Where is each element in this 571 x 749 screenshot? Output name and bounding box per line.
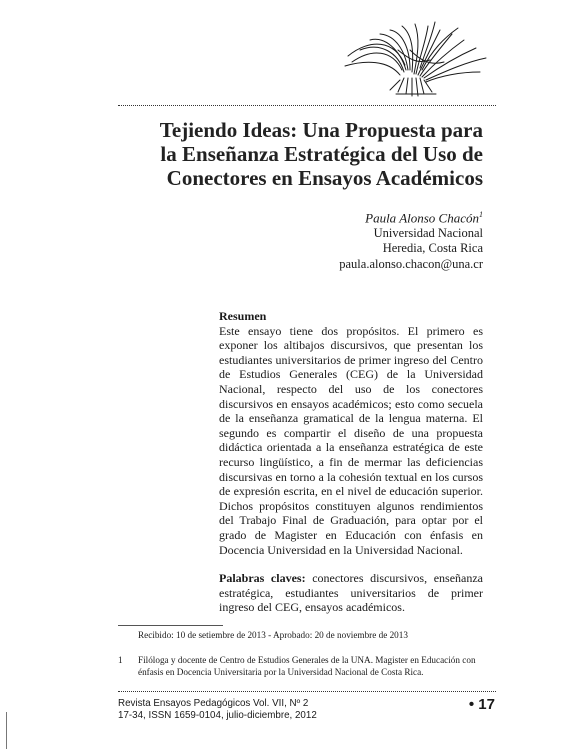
keywords-paragraph xyxy=(219,571,483,615)
footer-dotted-rule xyxy=(118,691,496,692)
author-name xyxy=(280,207,483,226)
journal-citation xyxy=(118,698,317,722)
title-line-1: Tejiendo Ideas: Una Propuesta para xyxy=(159,118,483,142)
journal-line-2: 17-34, ISSN 1659-0104, julio-diciembre, 2012 xyxy=(118,710,317,721)
page-edge-line xyxy=(6,712,7,749)
page-number: • 17 xyxy=(468,696,495,713)
abstract-body: Este ensayo tiene dos propósitos. El primero es exponer los altibajos discursivos, que presentan los estudiantes universitarios de primer ingreso del Centro de Estudios Generales (CEG) de la Universidad Nacional, respecto del uso de los conectores discursivos en ensayos académicos; esto como secuela de la enseñanza gramatical de la lengua materna. El segundo es compartir el diseño de una propuesta didáctica orientada a la enseñanza estratégica de este recurso lingüístico, a fin de mermar las deficiencias discursivas en torno a la cohesión textual en los cursos de expresión escrita, en el nivel de educación superior. Dichos propósitos constituyen algunos rendimientos del Trabajo Final de Graduación, para optar por el grado de Magister en Educación con énfasis en Docencia Universidad en la Universidad Nacional. xyxy=(219,323,483,557)
title-line-2: la Enseñanza Estratégica del Uso de xyxy=(160,142,483,166)
footnote xyxy=(118,654,483,678)
abstract-heading: Resumen xyxy=(219,309,267,323)
author-affiliation: Universidad Nacional xyxy=(373,225,483,240)
keywords-label: Palabras claves: xyxy=(219,571,306,586)
author-email[interactable]: paula.alonso.chacon@una.cr xyxy=(339,256,483,271)
title-line-3: Conectores en Ensayos Académicos xyxy=(166,166,483,190)
abstract-section xyxy=(219,309,483,615)
woven-grass-logo-icon xyxy=(340,20,490,105)
keywords-text: conectores discursivos, enseñanza estratégica, estudiantes universitarios de primer ingreso del CEG, ensayos académicos. xyxy=(219,571,483,615)
article-title xyxy=(118,118,483,190)
journal-line-1: Revista Ensayos Pedagógicos Vol. VII, Nº 2 xyxy=(118,698,309,709)
header-dotted-rule xyxy=(118,105,496,106)
author-block xyxy=(280,207,483,272)
author-name-text: Paula Alonso Chacón xyxy=(365,210,479,226)
footnote-number: 1 xyxy=(118,655,123,665)
received-dates: Recibido: 10 de setiembre de 2013 - Aprobado: 20 de noviembre de 2013 xyxy=(138,630,408,640)
author-location: Heredia, Costa Rica xyxy=(382,241,483,256)
author-footnote-marker[interactable]: 1 xyxy=(479,210,483,219)
footnote-text: Filóloga y docente de Centro de Estudios Generales de la UNA. Magister en Educación con énfasis en Docencia Universitaria por la Universidad Nacional de Costa Rica. xyxy=(138,655,476,677)
footnote-rule xyxy=(118,625,223,626)
